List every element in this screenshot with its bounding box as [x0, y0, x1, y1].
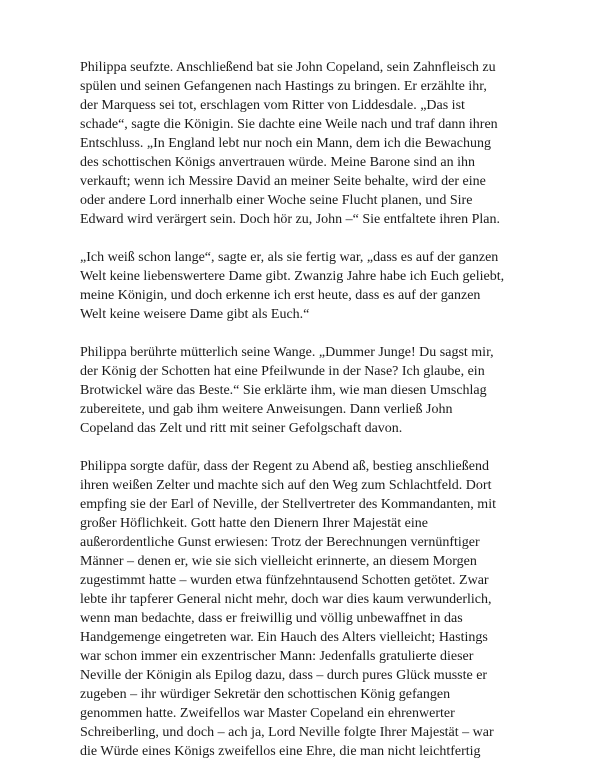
text-line: der König der Schotten hat eine Pfeilwunde in der Nase? Ich glaube, ein [80, 364, 485, 379]
text-line: zubereitete, und gab ihm weitere Anweisungen. Dann verließ John [80, 402, 453, 417]
text-line: verkauft; wenn ich Messire David an meiner Seite behalte, wird der eine [80, 174, 486, 189]
text-line: die Würde eines Königs zweifellos eine Ehre, die man nicht leichtfertig [80, 744, 481, 759]
text-line: war schon immer ein exzentrischer Mann: Jedenfalls gratulierte dieser [80, 649, 474, 664]
text-line: Männer – denen er, wie sie sich vielleicht erinnerte, an diesem Morgen [80, 554, 477, 569]
text-line: Philippa sorgte dafür, dass der Regent zu Abend aß, bestieg anschließend [80, 459, 489, 474]
text-line: Handgemenge eingetreten war. Ein Hauch des Alters vielleicht; Hastings [80, 630, 488, 645]
text-line: „Ich weiß schon lange“, sagte er, als sie fertig war, „dass es auf der ganzen [80, 250, 499, 265]
text-line: ihren weißen Zelter und machte sich auf den Weg zum Schlachtfeld. Dort [80, 478, 492, 493]
text-line: Philippa berührte mütterlich seine Wange. „Dummer Junge! Du sagst mir, [80, 345, 494, 360]
text-line: zugeben – ihr würdiger Sekretär den schottischen König gefangen [80, 687, 451, 702]
text-line: Edward wird verärgert sein. Doch hör zu, John –“ Sie entfaltete ihren Plan. [80, 212, 500, 227]
text-line: schade“, sagte die Königin. Sie dachte eine Weile nach und traf dann ihren [80, 117, 498, 132]
text-line: wenn man bedachte, dass er freiwillig und völlig unbewaffnet in das [80, 611, 463, 626]
text-line: Entschluss. „In England lebt nur noch ein Mann, dem ich die Bewachung [80, 136, 491, 151]
text-line: Welt keine liebenswertere Dame gibt. Zwanzig Jahre habe ich Euch geliebt, [80, 269, 505, 284]
text-line: großer Höflichkeit. Gott hatte den Dienern Ihrer Majestät eine [80, 516, 428, 531]
text-line: Schreiberling, und doch – ach ja, Lord Neville folgte Ihrer Majestät – war [80, 725, 494, 740]
text-line: meine Königin, und doch erkenne ich erst heute, dass es auf der ganzen [80, 288, 481, 303]
text-line: empfing sie der Earl of Neville, der Stellvertreter des Kommandanten, mit [80, 497, 496, 512]
text-line: zugestimmt hatte – wurden etwa fünfzehntausend Schotten getötet. Zwar [80, 573, 489, 588]
text-line: genommen hatte. Zweifellos war Master Copeland ein ehrenwerter [80, 706, 455, 721]
text-line: Neville der Königin als Epilog dazu, dass – durch pures Glück musste er [80, 668, 488, 683]
text-line: Philippa seufzte. Anschließend bat sie John Copeland, sein Zahnfleisch zu [80, 60, 496, 75]
paragraph-1 [80, 58, 520, 229]
text-line: oder andere Lord innerhalb einer Woche seine Flucht planen, und Sire [80, 193, 473, 208]
text-line: Brotwickel wäre das Beste.“ Sie erklärte ihm, wie man diesen Umschlag [80, 383, 487, 398]
text-line: der Marquess sei tot, erschlagen vom Ritter von Liddesdale. „Das ist [80, 98, 465, 113]
text-line: Copeland das Zelt und ritt mit seiner Gefolgschaft davon. [80, 421, 403, 436]
text-line: des schottischen Königs anvertrauen würde. Meine Barone sind an ihn [80, 155, 476, 170]
paragraph-3 [80, 343, 520, 438]
text-line: Welt keine weisere Dame gibt als Euch.“ [80, 307, 310, 322]
text-line: außerordentliche Gunst erwiesen: Trotz der Berechnungen vernünftiger [80, 535, 480, 550]
text-line: spülen und seinen Gefangenen nach Hastings zu bringen. Er erzählte ihr, [80, 79, 487, 94]
paragraph-2 [80, 248, 520, 324]
paragraph-4 [80, 457, 520, 761]
text-line: lebte ihr tapferer General nicht mehr, doch war dies kaum verwunderlich, [80, 592, 492, 607]
